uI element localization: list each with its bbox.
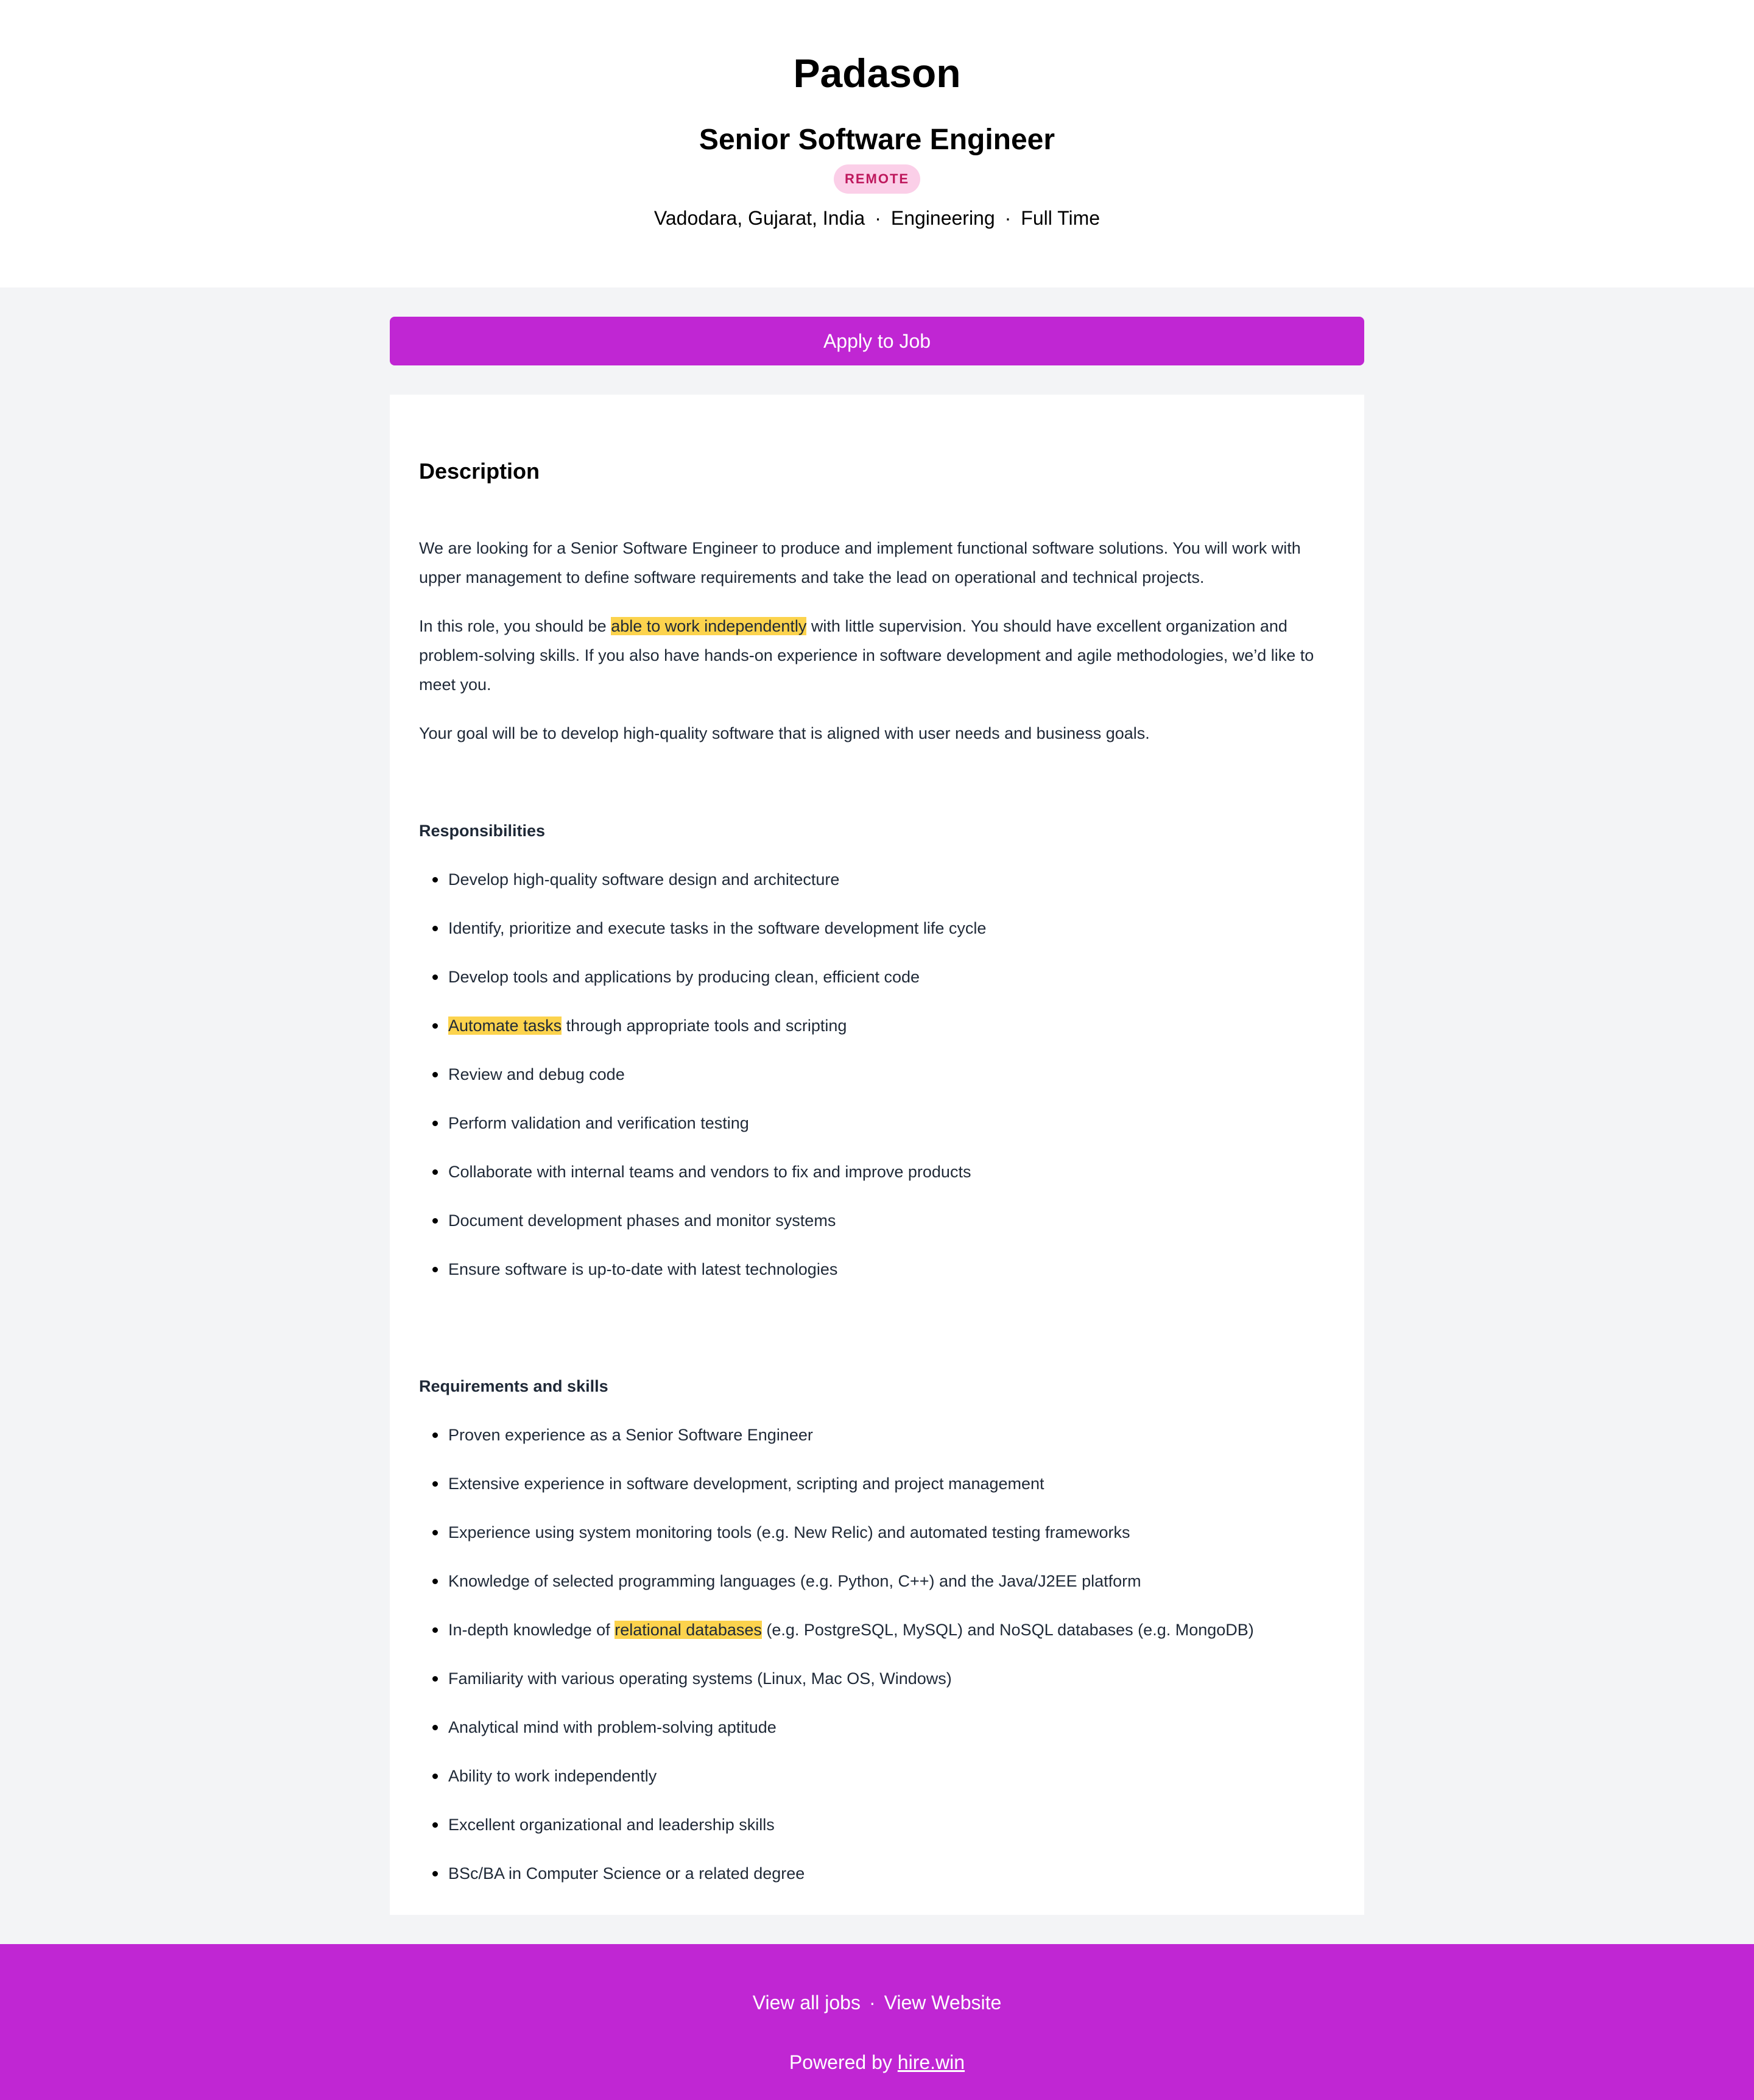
job-title: Senior Software Engineer	[699, 124, 1055, 156]
description-paragraph: We are looking for a Senior Software Engineer to produce and implement functional software solutions. You will work with upper management to define software requirements and take the lead on operational and technical projects.	[419, 539, 1301, 587]
list-item	[419, 1615, 1335, 1664]
hire-win-link[interactable]: hire.win	[897, 2051, 965, 2073]
main-container	[390, 317, 1364, 1915]
view-website-link[interactable]: View Website	[884, 1992, 1002, 2014]
highlighted-text: able to work independently	[611, 617, 807, 635]
description-heading: Description	[419, 459, 540, 484]
paragraph-text: In this role, you should be	[419, 617, 611, 635]
list-item: Collaborate with internal teams and vendors to fix and improve products	[419, 1157, 1335, 1206]
responsibilities-list	[419, 865, 1335, 1303]
list-item: Review and debug code	[419, 1060, 1335, 1108]
highlighted-text: relational databases	[615, 1621, 762, 1639]
list-item: Familiarity with various operating systems (Linux, Mac OS, Windows)	[419, 1664, 1335, 1713]
job-meta	[0, 205, 1754, 231]
list-item: Knowledge of selected programming languages (e.g. Python, C++) and the Java/J2EE platform	[419, 1566, 1335, 1615]
requirements-heading: Requirements and skills	[419, 1377, 608, 1395]
list-item: Document development phases and monitor systems	[419, 1206, 1335, 1255]
job-description-card	[390, 395, 1364, 1915]
footer-links	[0, 1944, 1754, 2016]
paragraph-text: with little supervision. You should have excellent organization and problem-solving skills. If you also have hands-on experience in software development and agile methodologies, we’d like to meet you.	[419, 617, 1314, 694]
list-item: Ensure software is up-to-date with latest technologies	[419, 1255, 1335, 1303]
list-item: Excellent organizational and leadership skills	[419, 1810, 1335, 1859]
list-item-text: (e.g. PostgreSQL, MySQL) and NoSQL databases (e.g. MongoDB)	[761, 1621, 1254, 1639]
view-all-jobs-link[interactable]: View all jobs	[752, 1992, 861, 2014]
description-paragraph: Your goal will be to develop high-quality software that is aligned with user needs and business goals.	[419, 724, 1150, 742]
list-item-text: through appropriate tools and scripting	[562, 1017, 847, 1035]
description-paragraph	[419, 611, 1335, 699]
job-header	[0, 0, 1754, 287]
list-item: BSc/BA in Computer Science or a related degree	[419, 1859, 1335, 1908]
job-employment-type: Full Time	[1021, 207, 1101, 229]
highlighted-text: Automate tasks	[448, 1017, 562, 1035]
list-item: Proven experience as a Senior Software Engineer	[419, 1420, 1335, 1469]
job-department: Engineering	[890, 207, 995, 229]
powered-by-text: Powered by	[789, 2051, 898, 2073]
list-item: Extensive experience in software development, scripting and project management	[419, 1469, 1335, 1518]
responsibilities-heading: Responsibilities	[419, 822, 546, 840]
job-location: Vadodara, Gujarat, India	[653, 207, 865, 229]
remote-badge: REMOTE	[834, 164, 920, 194]
meta-separator: ·	[875, 207, 881, 229]
list-item: Develop tools and applications by producing clean, efficient code	[419, 962, 1335, 1011]
apply-button[interactable]: Apply to Job	[390, 317, 1364, 365]
footer-separator: ·	[868, 1992, 876, 2014]
list-item: Develop high-quality software design and architecture	[419, 865, 1335, 914]
meta-separator: ·	[1004, 207, 1012, 229]
company-name: Padason	[793, 51, 961, 96]
list-item: Identify, prioritize and execute tasks in the software development life cycle	[419, 914, 1335, 962]
list-item: Perform validation and verification testing	[419, 1108, 1335, 1157]
footer	[0, 1944, 1754, 2100]
list-item	[419, 1011, 1335, 1060]
requirements-list	[419, 1420, 1335, 1908]
list-item: Ability to work independently	[419, 1761, 1335, 1810]
list-item: Experience using system monitoring tools (e.g. New Relic) and automated testing frameworks	[419, 1518, 1335, 1566]
powered-by	[0, 2049, 1754, 2076]
list-item-text: In-depth knowledge of	[448, 1621, 615, 1639]
list-item: Analytical mind with problem-solving aptitude	[419, 1713, 1335, 1761]
